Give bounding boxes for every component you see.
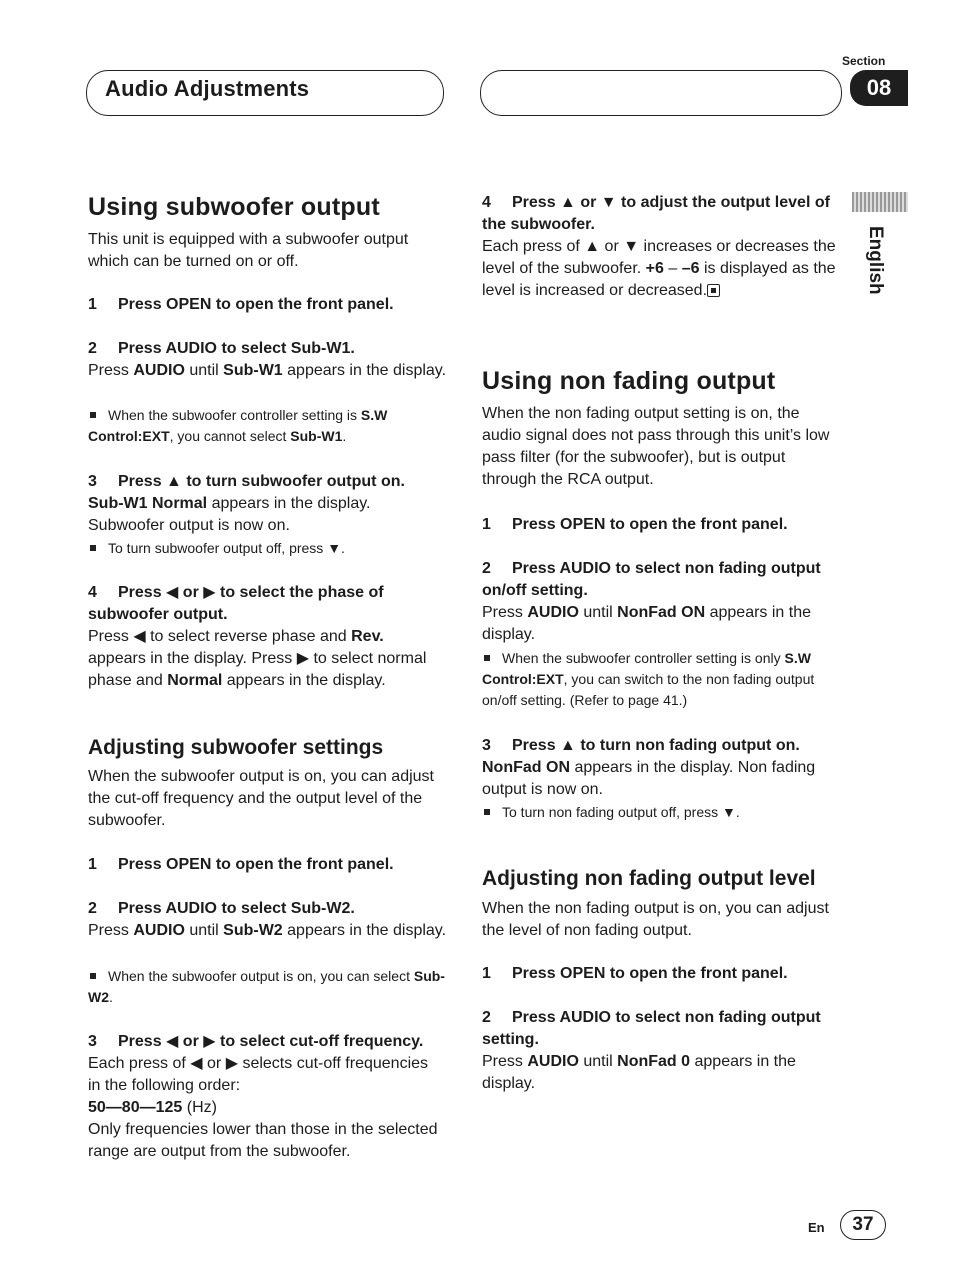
step-2-nonfade-level: 2 Press AUDIO to select non fading output setting. — [482, 1009, 821, 1048]
intro-adjusting-subwoofer: When the subwoofer output is on, you can adjust the cut-off frequency and the output level of the subwoofer. — [88, 768, 434, 829]
heading-adjusting-non-fading-level: Adjusting non fading output level — [482, 867, 816, 890]
intro-non-fading-level: When the non fading output is on, you can adjust the level of non fading output. — [482, 900, 829, 939]
page-title: Audio Adjustments — [105, 76, 310, 101]
step-2-body-w2: Press AUDIO until Sub-W2 appears in the display. — [88, 922, 447, 939]
step-2-nonfade-setting: 2 Press AUDIO to select non fading output on/off setting. — [482, 560, 821, 599]
step-1-open-panel-2: 1 Press OPEN to open the front panel. — [88, 856, 394, 873]
step-3-nonfade-note: To turn non fading output off, press ▼. — [482, 802, 740, 823]
step-2-note-w2: When the subwoofer output is on, you can select Sub-W2. — [88, 968, 445, 1005]
cutoff-frequency-list: 50—80—125 (Hz) — [88, 1099, 217, 1116]
intro-subwoofer-output: This unit is equipped with a subwoofer output which can be turned on or off. — [88, 231, 409, 270]
step-2-body: Press AUDIO until Sub-W1 appears in the display. — [88, 362, 447, 379]
heading-using-non-fading-output: Using non fading output — [482, 367, 776, 395]
step-2-nonfade-level-body: Press AUDIO until NonFad 0 appears in the display. — [482, 1053, 796, 1092]
step-3-body: Sub-W1 Normal appears in the display. Subwoofer output is now on. — [88, 495, 371, 534]
step-4-output-level: 4 Press ▲ or ▼ to adjust the output level of the subwoofer. — [482, 194, 830, 233]
empty-pill — [480, 70, 842, 116]
title-pill — [86, 70, 444, 116]
footer-language: En — [808, 1220, 825, 1235]
step-3-turn-on: 3 Press ▲ to turn subwoofer output on. — [88, 473, 405, 490]
section-label: Section — [842, 54, 886, 68]
step-3-cutoff-body: Each press of ◀ or ▶ selects cut-off frequencies in the following order: — [88, 1055, 429, 1094]
step-1-open-panel: 1 Press OPEN to open the front panel. — [88, 296, 394, 313]
end-mark-icon — [707, 284, 720, 297]
heading-adjusting-subwoofer-settings: Adjusting subwoofer settings — [88, 736, 384, 759]
step-2-select-sub-w2: 2 Press AUDIO to select Sub-W2. — [88, 900, 355, 917]
side-language-label: English — [865, 226, 886, 295]
intro-non-fading: When the non fading output setting is on, the audio signal does not pass through this unit’s low pass filter (for the subwoofer), but is output through the RCA output. — [482, 405, 830, 488]
step-2-select-sub-w1: 2 Press AUDIO to select Sub-W1. — [88, 340, 355, 357]
side-tab-bar — [852, 192, 908, 212]
step-4-output-level-body: Each press of ▲ or ▼ increases or decreases the level of the subwoofer. +6 – –6 is displayed as the level is increased or decreased. — [482, 238, 836, 299]
step-1-open-panel-3: 1 Press OPEN to open the front panel. — [482, 516, 788, 533]
page-number: 37 — [840, 1210, 886, 1240]
cutoff-explanation: Only frequencies lower than those in the selected range are output from the subwoofer. — [88, 1121, 438, 1160]
step-1-open-panel-4: 1 Press OPEN to open the front panel. — [482, 965, 788, 982]
step-3-note: To turn subwoofer output off, press ▼. — [88, 538, 345, 559]
step-4-select-phase: 4 Press ◀ or ▶ to select the phase of subwoofer output. — [88, 584, 384, 623]
step-2-nonfade-note: When the subwoofer controller setting is only S.W Control:EXT, you can switch to the non fading output on/off setting. (Refer to page 41.) — [482, 650, 815, 708]
step-2-note: When the subwoofer controller setting is S.W Control:EXT, you cannot select Sub-W1. — [88, 407, 388, 444]
step-3-nonfade-body: NonFad ON appears in the display. Non fading output is now on. — [482, 759, 816, 798]
step-3-cutoff: 3 Press ◀ or ▶ to select cut-off frequency. — [88, 1033, 424, 1050]
section-number-badge: 08 — [850, 70, 908, 106]
step-3-nonfade-on: 3 Press ▲ to turn non fading output on. — [482, 737, 800, 754]
heading-using-subwoofer-output: Using subwoofer output — [88, 193, 380, 221]
step-4-body: Press ◀ to select reverse phase and Rev. appears in the display. Press ▶ to select normal phase and Normal appears in the display. — [88, 628, 427, 689]
step-2-nonfade-body: Press AUDIO until NonFad ON appears in the display. — [482, 604, 812, 643]
